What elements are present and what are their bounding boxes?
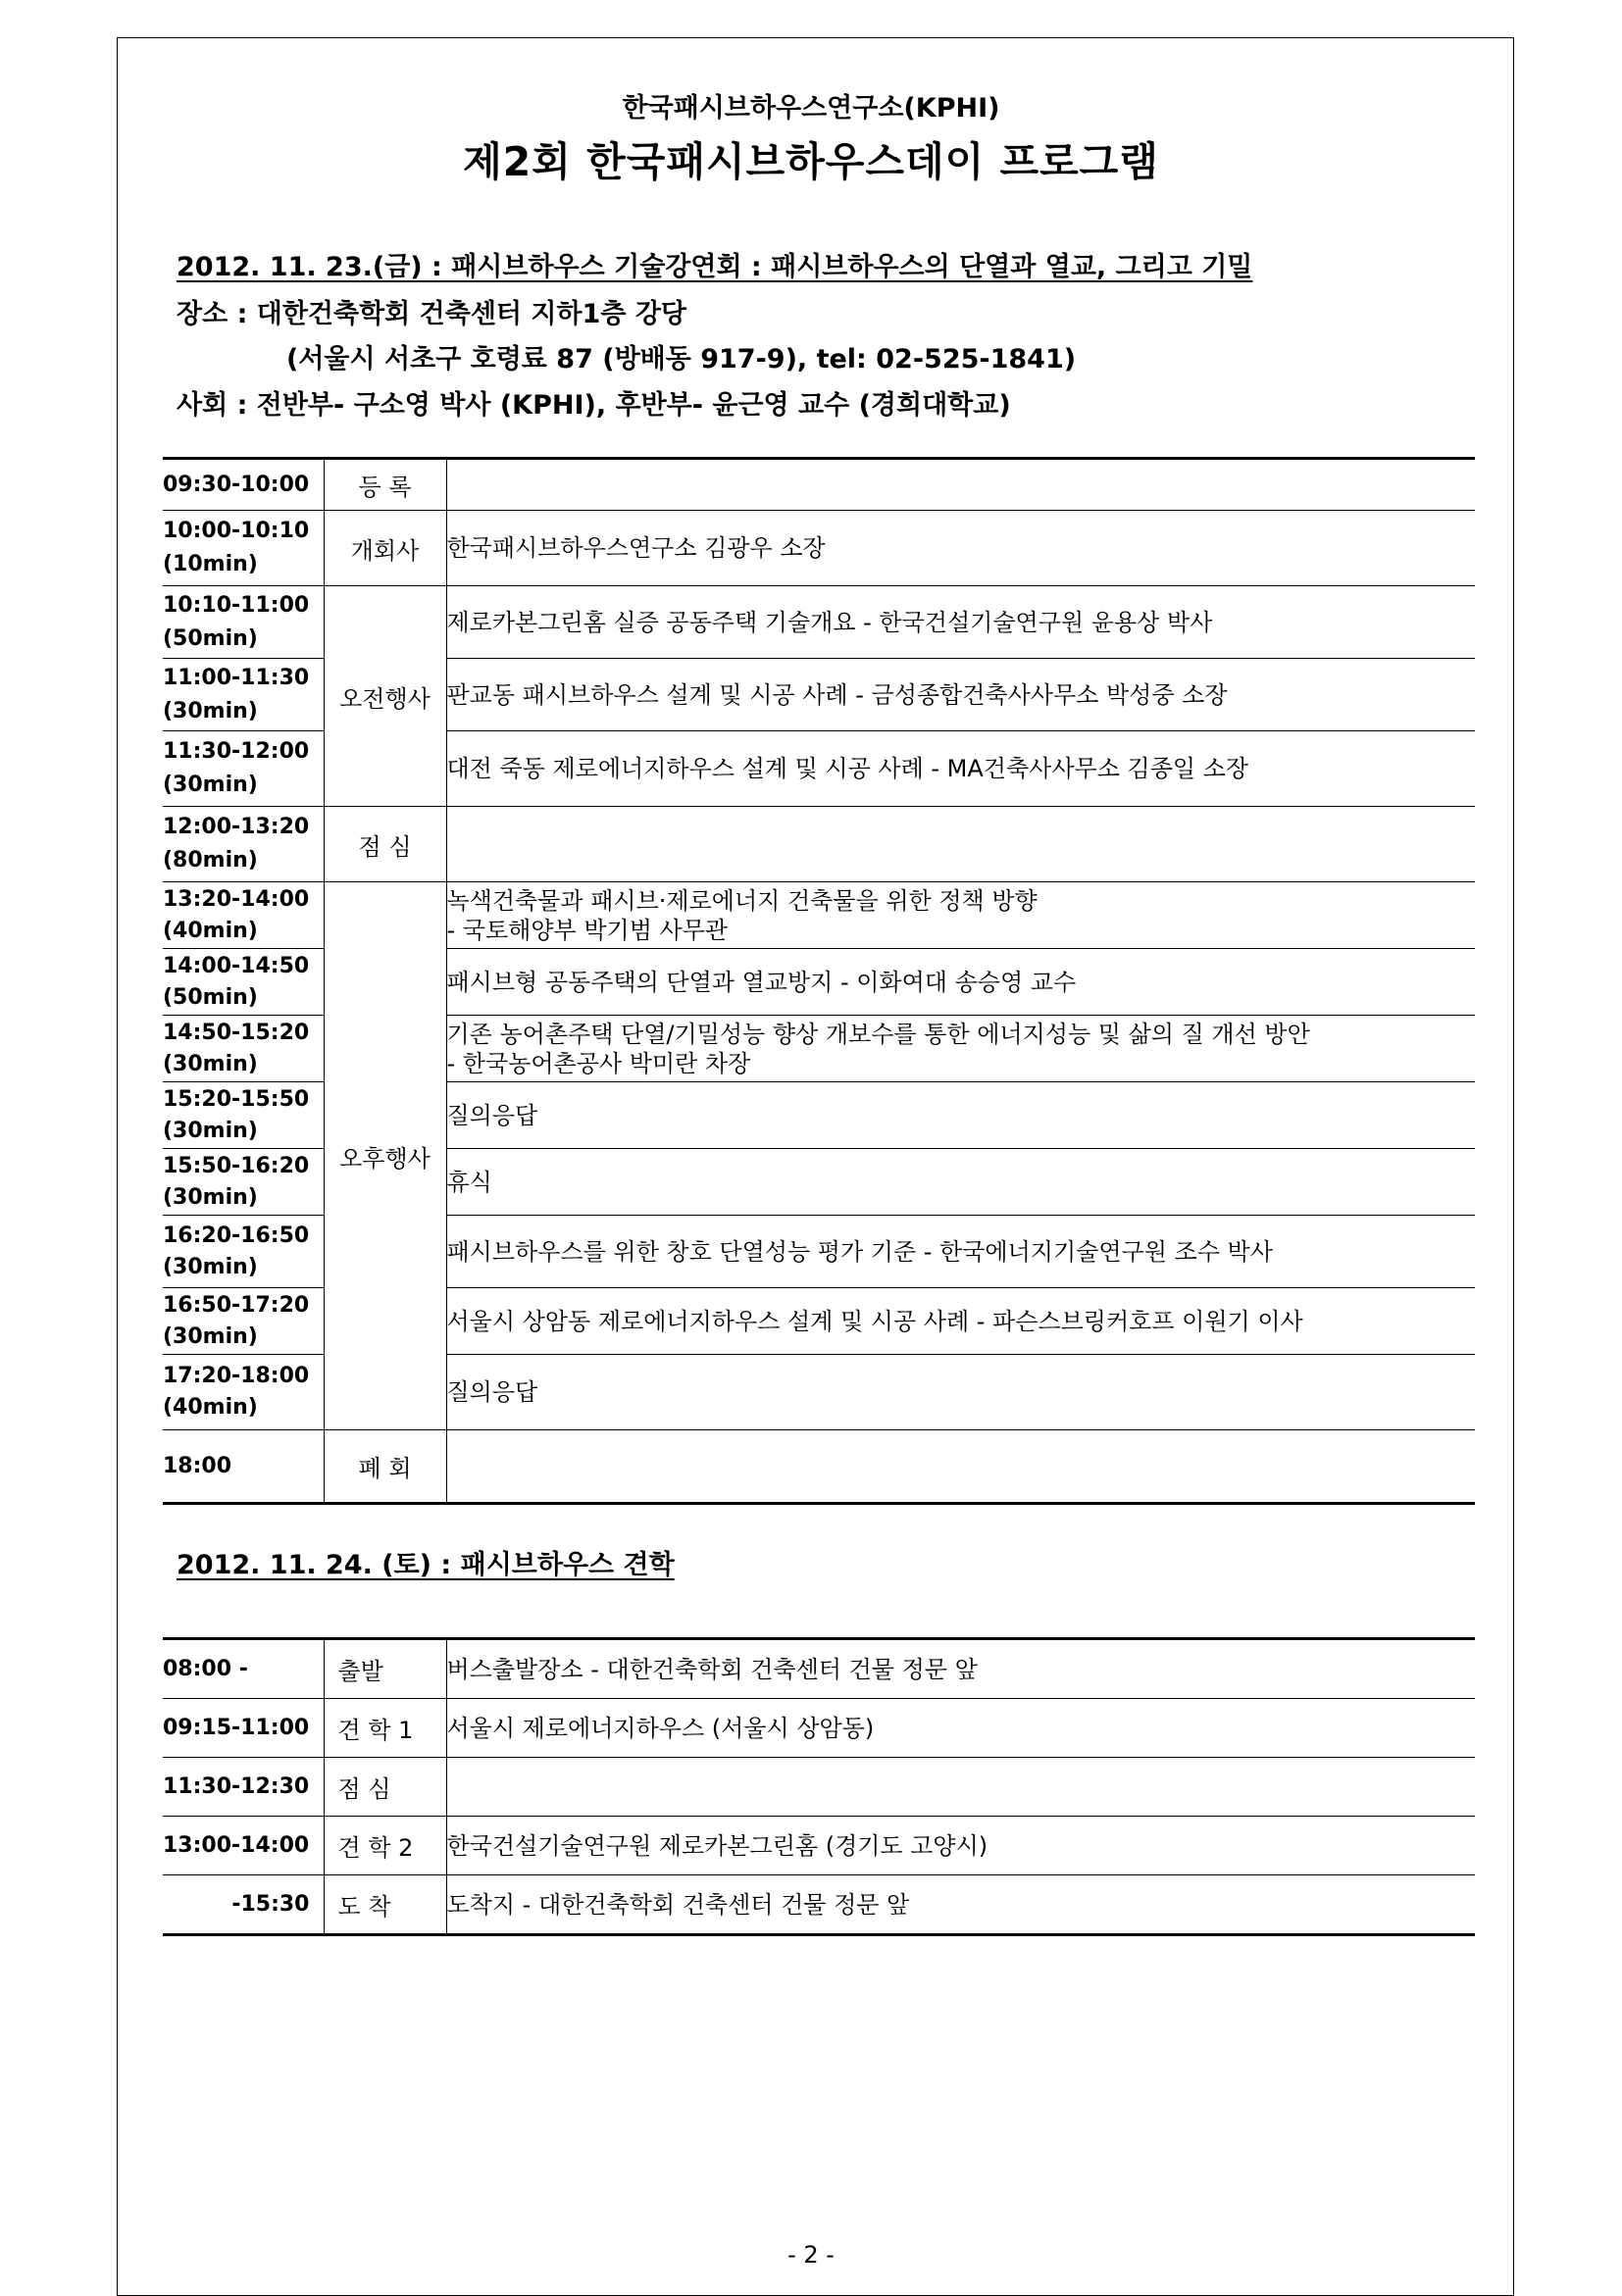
address-line: (서울시 서초구 호령료 87 (방배동 917-9), tel: 02-525-1841) [286,344,1077,374]
table-row [163,1699,1475,1758]
table-row [163,1639,1475,1699]
description-line: - 한국농어촌공사 박미란 차장 [446,1049,751,1077]
description-cell [446,459,1475,511]
page-title: 제2회 한국패시브하우스데이 프로그램 [463,138,1159,185]
day2-heading: 2012. 11. 24. (토) : 패시브하우스 견학 [177,1550,675,1580]
description-cell: 한국건설기술연구원 제로카본그린홈 (경기도 고양시) [446,1817,1475,1875]
description-cell [446,882,1475,949]
day2-schedule-table [163,1637,1475,1936]
category-cell: 점 심 [324,1758,446,1817]
time-cell [163,1355,324,1430]
description-cell: 제로카본그린홈 실증 공동주택 기술개요 - 한국건설기술연구원 윤용상 박사 [446,586,1475,659]
category-cell: 견 학 2 [324,1817,446,1875]
time-range: 09:30-10:00 [163,472,310,497]
description-cell: 질의응답 [446,1355,1475,1430]
table-row [163,1875,1475,1935]
description-cell: 서울시 제로에너지하우스 (서울시 상암동) [446,1699,1475,1758]
duration: (30min) [163,698,258,724]
time-range: 15:50-16:20 [163,1153,310,1178]
day1-heading: 2012. 11. 23.(금) : 패시브하우스 기술강연회 : 패시브하우스의 단열과 열교, 그리고 기밀 [177,252,1253,282]
duration: (40min) [163,918,258,943]
table-row [163,1430,1475,1504]
time-range: 16:20-16:50 [163,1223,310,1248]
table-row [163,1758,1475,1817]
duration: (10min) [163,552,258,576]
description-cell [446,807,1475,882]
time-cell [163,1016,324,1082]
time-cell: 09:15-11:00 [163,1699,324,1758]
table-row [163,882,1475,949]
duration: (30min) [163,1184,258,1210]
duration: (50min) [163,625,258,651]
duration: (30min) [163,1254,258,1279]
organization-title: 한국패시브하우스연구소(KPHI) [622,93,1000,124]
description-cell: 도착지 - 대한건축학회 건축센터 건물 정문 앞 [446,1875,1475,1935]
duration: (30min) [163,1118,258,1143]
time-cell [163,459,324,511]
description-line: 녹색건축물과 패시브·제로에너지 건축물을 위한 정책 방향 [446,886,1038,915]
table-row [163,459,1475,511]
duration: (50min) [163,984,258,1010]
time-cell: 08:00 - [163,1639,324,1699]
description-cell: 패시브하우스를 위한 창호 단열성능 평가 기준 - 한국에너지기술연구원 조수 박사 [446,1216,1475,1288]
time-range: 14:50-15:20 [163,1020,310,1045]
description-cell [446,1016,1475,1082]
description-cell: 버스출발장소 - 대한건축학회 건축센터 건물 정문 앞 [446,1639,1475,1699]
description-line: 기존 농어촌주택 단열/기밀성능 향상 개보수를 통한 에너지성능 및 삶의 질 개선 방안 [446,1020,1310,1048]
table-row [163,586,1475,659]
time-cell [163,1430,324,1504]
time-cell: 11:30-12:30 [163,1758,324,1817]
description-cell: 한국패시브하우스연구소 김광우 소장 [446,511,1475,586]
description-cell [446,1758,1475,1817]
time-cell [163,511,324,586]
time-range: 15:20-15:50 [163,1086,310,1112]
description-cell: 대전 죽동 제로에너지하우스 설계 및 시공 사례 - MA건축사사무소 김종일 소장 [446,731,1475,807]
page-number: - 2 - [787,2241,835,2269]
description-cell: 패시브형 공동주택의 단열과 열교방지 - 이화여대 송승영 교수 [446,949,1475,1016]
description-cell: 휴식 [446,1149,1475,1216]
table-row [163,511,1475,586]
description-cell [446,1430,1475,1504]
time-range: 14:00-14:50 [163,953,310,978]
time-cell [163,586,324,659]
time-range: 16:50-17:20 [163,1292,310,1318]
time-range: 12:00-13:20 [163,815,310,839]
time-range: 11:00-11:30 [163,665,310,690]
time-range: 11:30-12:00 [163,739,310,764]
time-cell [163,807,324,882]
description-line: - 국토해양부 박기범 사무관 [446,916,729,944]
time-range: 13:20-14:00 [163,886,310,912]
venue-line: 장소 : 대한건축학회 건축센터 지하1층 강당 [177,299,686,329]
category-cell: 등 록 [324,459,446,511]
time-cell [163,1216,324,1288]
duration: (30min) [163,773,258,797]
time-cell [163,731,324,807]
time-cell [163,659,324,731]
category-cell: 도 착 [324,1875,446,1935]
duration: (80min) [163,848,258,873]
category-cell: 출발 [324,1639,446,1699]
category-cell: 점 심 [324,807,446,882]
time-range: 10:10-11:00 [163,592,310,618]
category-cell: 폐 회 [324,1430,446,1504]
duration: (40min) [163,1395,258,1420]
duration: (30min) [163,1051,258,1076]
duration: (30min) [163,1323,258,1349]
time-cell [163,949,324,1016]
time-cell [163,1288,324,1355]
time-range: 10:00-10:10 [163,519,310,543]
category-cell: 견 학 1 [324,1699,446,1758]
time-range: 18:00 [163,1453,232,1478]
table-row [163,807,1475,882]
description-cell: 질의응답 [446,1082,1475,1149]
time-range: 17:20-18:00 [163,1364,310,1388]
description-cell: 판교동 패시브하우스 설계 및 시공 사례 - 금성종합건축사사무소 박성중 소장 [446,659,1475,731]
day1-schedule-table [163,457,1475,1505]
mc-line: 사회 : 전반부- 구소영 박사 (KPHI), 후반부- 윤근영 교수 (경희대학교) [177,390,1011,421]
time-cell [163,1149,324,1216]
category-cell: 개회사 [324,511,446,586]
time-cell [163,1082,324,1149]
time-cell: -15:30 [163,1875,324,1935]
time-cell: 13:00-14:00 [163,1817,324,1875]
category-cell: 오후행사 [324,882,446,1430]
description-cell: 서울시 상암동 제로에너지하우스 설계 및 시공 사례 - 파슨스브링커호프 이원기 이사 [446,1288,1475,1355]
time-cell [163,882,324,949]
category-cell: 오전행사 [324,586,446,807]
table-row [163,1817,1475,1875]
